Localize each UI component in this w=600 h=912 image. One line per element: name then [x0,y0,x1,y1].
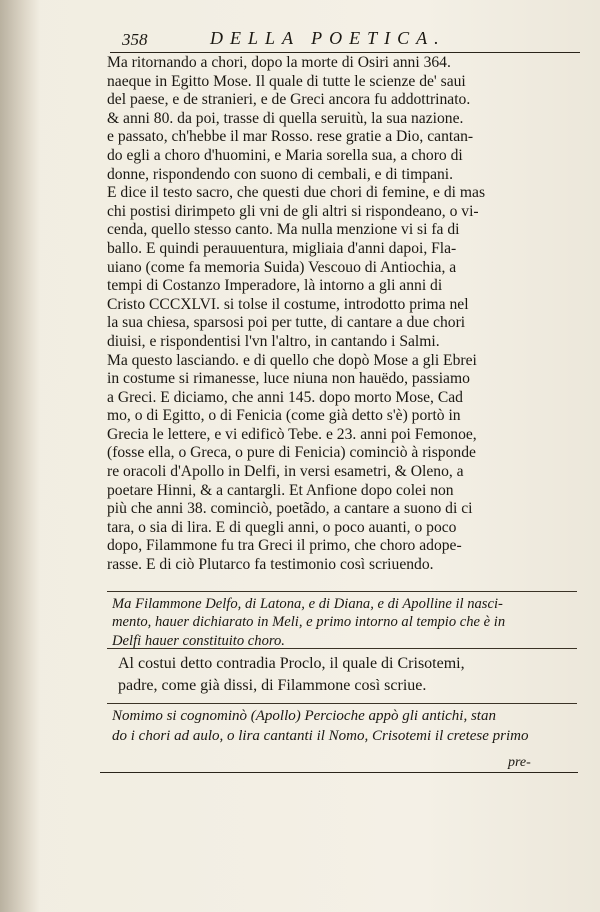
quote-rule-top [107,591,577,592]
text-line: naeque in Egitto Mose. Il quale di tutte le scienze de' saui [107,72,466,90]
text-line: mo, o di Egitto, o di Fenicia (come già detto s'è) portò in [107,407,461,425]
text-line: a Greci. E diciamo, che anni 145. dopo morto Mose, Cad [107,388,463,406]
text-line: più che anni 38. cominciò, poetãdo, a cantare a suono di ci [107,500,473,518]
catchword: pre- [508,755,531,770]
quote-rule-bottom [107,648,577,649]
text-line: tara, o sia di lira. E di quegli anni, o poco auanti, o poco [107,518,457,536]
text-line: uiano (come fa memoria Suida) Vescouo di Antiochia, a [107,258,457,276]
quote-line: Ma Filammone Delfo, di Latona, e di Diana, e di Apolline il nasci- [112,596,503,612]
text-line: padre, come già dissi, di Filammone così scriue. [118,677,427,694]
text-line: rasse. E di ciò Plutarco fa testimonio così scriuendo. [107,556,434,574]
main-text-block [107,54,575,575]
text-line: Al costui detto contradia Proclo, il quale di Crisotemi, [118,655,465,672]
text-line: E dice il testo sacro, che questi due chori di femine, e di mas [107,184,486,202]
text-line: donne, rispondendo con suono di cembali, e di timpani. [107,165,454,183]
text-line: do egli a choro d'huomini, e Maria sorella sua, a choro di [107,146,463,164]
text-line: diuisi, e rispondentisi l'vn l'altro, in cantando i Salmi. [107,332,440,350]
text-line: re oracoli d'Apollo in Delfi, in versi esametri, & Oleno, a [107,463,464,481]
text-line: (fosse ella, o Greca, o pure di Fenicia) cominciò à risponde [107,444,476,462]
proclus-paragraph [118,653,576,697]
text-line: cenda, quello stesso canto. Ma nulla menzione vi si fa di [107,221,460,239]
running-head: DELLA POETICA. [210,28,446,48]
text-line: dopo, Filammone fu tra Greci il primo, che choro adope- [107,537,462,555]
text-line: & anni 80. da poi, trasse di quella seruitù, la sua nazione. [107,109,464,127]
text-line: la sua chiesa, sparsosi poi per tutte, di cantare a due chori [107,314,466,332]
quote-line: mento, hauer dichiarato in Meli, e primo intorno al tempio che è in [112,614,506,631]
text-line: Ma questo lasciando. e di quello che dopò Mose a gli Ebrei [107,351,477,369]
text-line: Grecia le lettere, e vi edificò Tebe. e 23. anni poi Femonoe, [107,425,477,443]
plutarch-quote [112,595,574,650]
proclus-quote [112,706,574,746]
footer-rule [100,772,578,773]
page-header [110,28,580,53]
quote-line: do i chori ad aulo, o lira cantanti il Nomo, Crisotemi il cretese primo [112,728,529,744]
text-line: Cristo CCCXLVI. si tolse il costume, introdotto prima nel [107,295,469,313]
text-line: del paese, e de stranieri, e de Greci ancora fu addottrinato. [107,91,471,109]
text-line: poetare Hinni, & a cantargli. Et Anfione dopo colei non [107,481,454,499]
text-line: ballo. E quindi perauuentura, migliaia d'anni dapoi, Fla- [107,239,457,257]
page-number: 358 [122,30,148,49]
quote2-rule-top [107,703,577,704]
text-line: e passato, ch'hebbe il mar Rosso. rese gratie a Dio, cantan- [107,128,474,146]
text-line: Ma ritornando a chori, dopo la morte di Osiri anni 364. [107,54,451,71]
text-line: chi postisi dirimpeto gli vni de gli altri si rispondeano, o vi- [107,202,479,220]
text-line: in costume si rimanesse, luce niuna non hauëdo, passiamo [107,370,470,388]
quote-line: Nomimo si cognominò (Apollo) Percioche appò gli antichi, stan [112,708,496,724]
text-line: tempi di Costanzo Imperadore, là intorno a gli anni di [107,277,443,295]
quote-line: Delfi hauer constituito choro. [112,632,285,649]
page-gutter-shadow [0,0,40,912]
